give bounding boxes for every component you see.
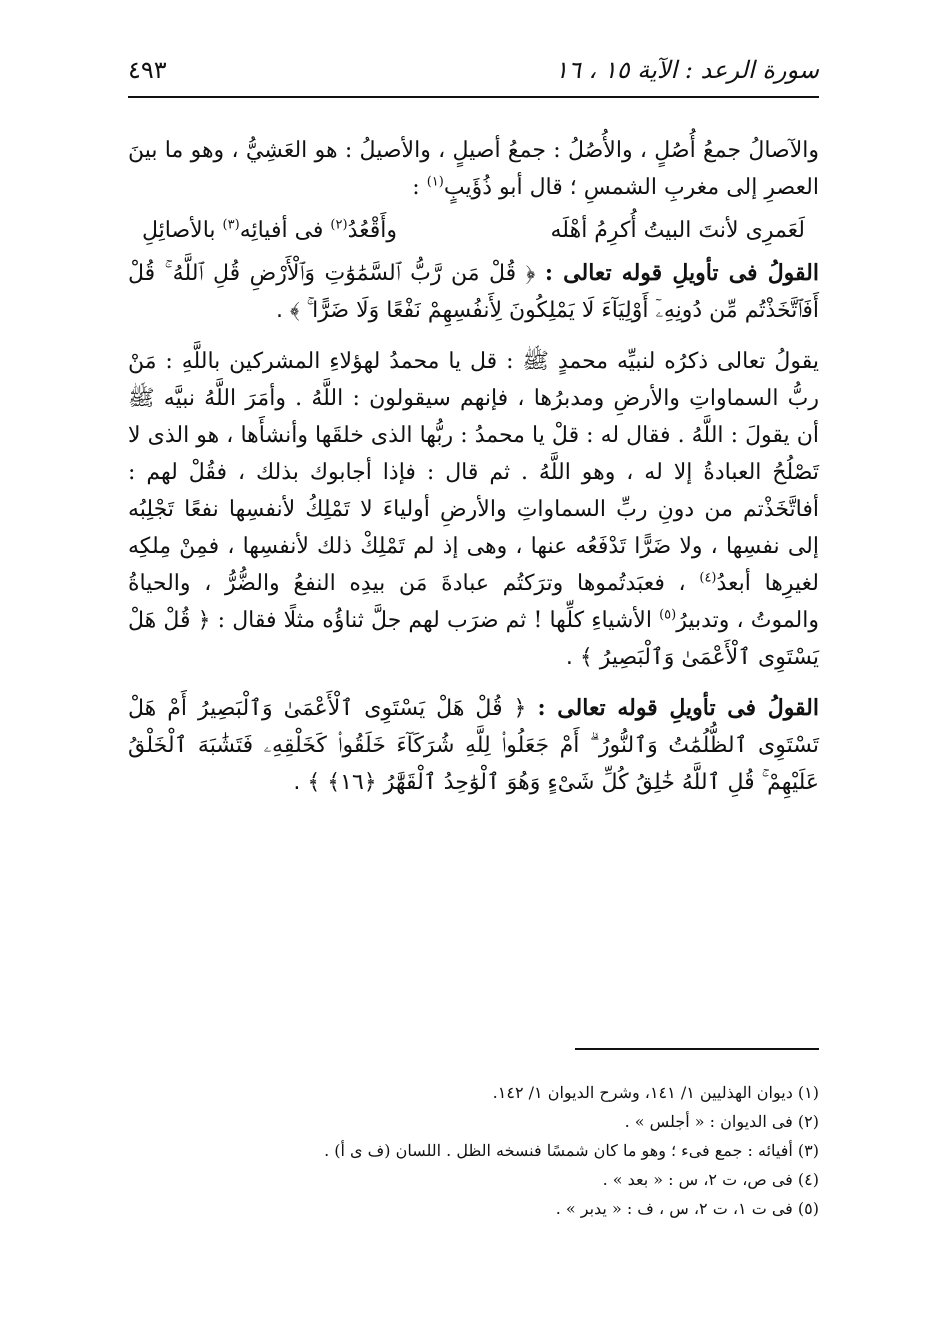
footnote-1: (١) ديوان الهذليين ١/ ١٤١، وشرح الديوان ١/ ١٤٢. (492, 1083, 819, 1102)
main-text (128, 132, 819, 801)
paragraph-1: والآصالُ جمعُ أُصُلٍ ، والأُصُلُ : جمعُ أصيلٍ ، والأصيلُ : هو العَشِيُّ ، وهو ما بينَ العصرِ إلى مغربِ الشمسِ ؛ قال أبو ذُؤَيبٍ$^{(١)}$ : (128, 138, 819, 200)
footnote-ref-3: (٣) (222, 217, 240, 233)
footnote-ref-5: (٥) (659, 607, 677, 623)
verse-second-hemistich: وأَقْعُدُ$^{(٢)}$ فى أفيائِه$^{(٣)}$ بالأصائِلِ (142, 217, 397, 243)
footnote-ref-4: (٤) (699, 570, 717, 586)
footnote-4: (٤) فى ص، ت ٢، س : « بعد » . (602, 1170, 819, 1189)
section-1 (128, 255, 819, 329)
footnote-2: (٢) فى الديوان : « أجلس » . (624, 1112, 819, 1131)
section-heading-2: القولُ فى تأويلِ قوله تعالى : (537, 695, 819, 721)
footnote-rule (575, 1048, 819, 1050)
running-title: سورة الرعد : الآية ١٥ ، ١٦ (555, 56, 819, 84)
section-2 (128, 690, 819, 801)
footnote-3: (٣) أفيائه : جمع فىء ؛ وهو ما كان شمسًا فنسخه الظل . اللسان (ف ى أ) . (324, 1141, 819, 1160)
footnote-ref-1: (١) (426, 174, 444, 190)
verse-first-hemistich: لَعَمرِى لأنتَ البيتُ أُكرِمُ أهْلَه (550, 218, 805, 243)
footnote-5: (٥) فى ت ١، ت ٢، س ، ف : « يدبر » . (555, 1199, 819, 1218)
paragraph-2: يقولُ تعالى ذكرُه لنبيِّه محمدٍ ﷺ : قل يا محمدُ لهؤلاءِ المشركين باللَّهِ : مَنْ ربُّ السماواتِ والأرضِ ومدبرُها ، فإنهم سيقولون : اللَّهُ . وأمَرَ اللَّهُ نبيَّه ﷺ أن يقولَ : اللَّهُ . فقال له : قلْ يا محمدُ : ربُّها الذى خلقَها وأنشأَها ، هو الذى لا تَصْلُحُ العبادةُ إلا له ، وهو اللَّهُ . ثم قال : فإذا أجابوك بذلك ، فقُلْ لهم : أفاتَّخَذْتم من دونِ ربِّ السماواتِ والأرضِ أولياءَ لا تَمْلِكُ لأنفسِها نفعًا تَجْلِبُه إلى نفسِها ، ولا ضَرًّا تَدْفَعُه عنها ، وهى إذ لم تَمْلِكْ ذلك لأنفسِها ، فمِنْ مِلكِه لغيرِها أبعدُ$^{(٤)}$ ، فعبَدتُموها وترَكتُم عبادةَ مَن بيدِه النفعُ والضُّرُّ ، والحياةُ والموتُ ، وتدبيرُ$^{(٥)}$ الأشياءِ كلِّها ! ثم ضرَب لهم جلَّ ثناؤُه مثلًا فقال : ﴿ قُلْ هَلْ يَسْتَوِى ٱلْأَعْمَىٰ وَٱلْبَصِيرُ ﴾ . (128, 349, 820, 670)
quran-verse-2: ﴿ قُلْ هَلْ يَسْتَوِى ٱلْأَعْمَىٰ وَٱلْبَصِيرُ ﴾ . (128, 608, 819, 670)
header-rule (128, 96, 819, 98)
poetry-verse (128, 212, 819, 249)
quran-verse-3: ﴿ قُلْ هَلْ يَسْتَوِى ٱلْأَعْمَىٰ وَٱلْبَصِيرُ أَمْ هَلْ تَسْتَوِى ٱلظُّلُمَٰتُ وَٱلنُّورُ ۗ أَمْ جَعَلُوا۟ لِلَّهِ شُرَكَآءَ خَلَقُوا۟ كَخَلْقِهِۦ فَتَشَٰبَهَ ٱلْخَلْقُ عَلَيْهِمْ ۚ قُلِ ٱللَّهُ خَٰلِقُ كُلِّ شَىْءٍ وَهُوَ ٱلْوَٰحِدُ ٱلْقَهَّٰرُ ﴿١٦﴾ ﴾ . (128, 696, 819, 795)
quran-verse-1: ﴿ قُلْ مَن رَّبُّ ٱلسَّمَٰوَٰتِ وَٱلْأَرْضِ قُلِ ٱللَّهُ ۚ قُلْ أَفَٱتَّخَذْتُم مِّن دُونِهِۦٓ أَوْلِيَآءَ لَا يَمْلِكُونَ لِأَنفُسِهِمْ نَفْعًا وَلَا ضَرًّا ۚ ﴾ . (128, 261, 819, 323)
footnote-ref-2: (٢) (330, 217, 348, 233)
page-number: ٤٩٣ (128, 56, 167, 84)
footnotes (128, 1078, 819, 1223)
section-heading-1: القولُ فى تأويلِ قوله تعالى : (544, 260, 819, 286)
page-header (128, 50, 819, 90)
